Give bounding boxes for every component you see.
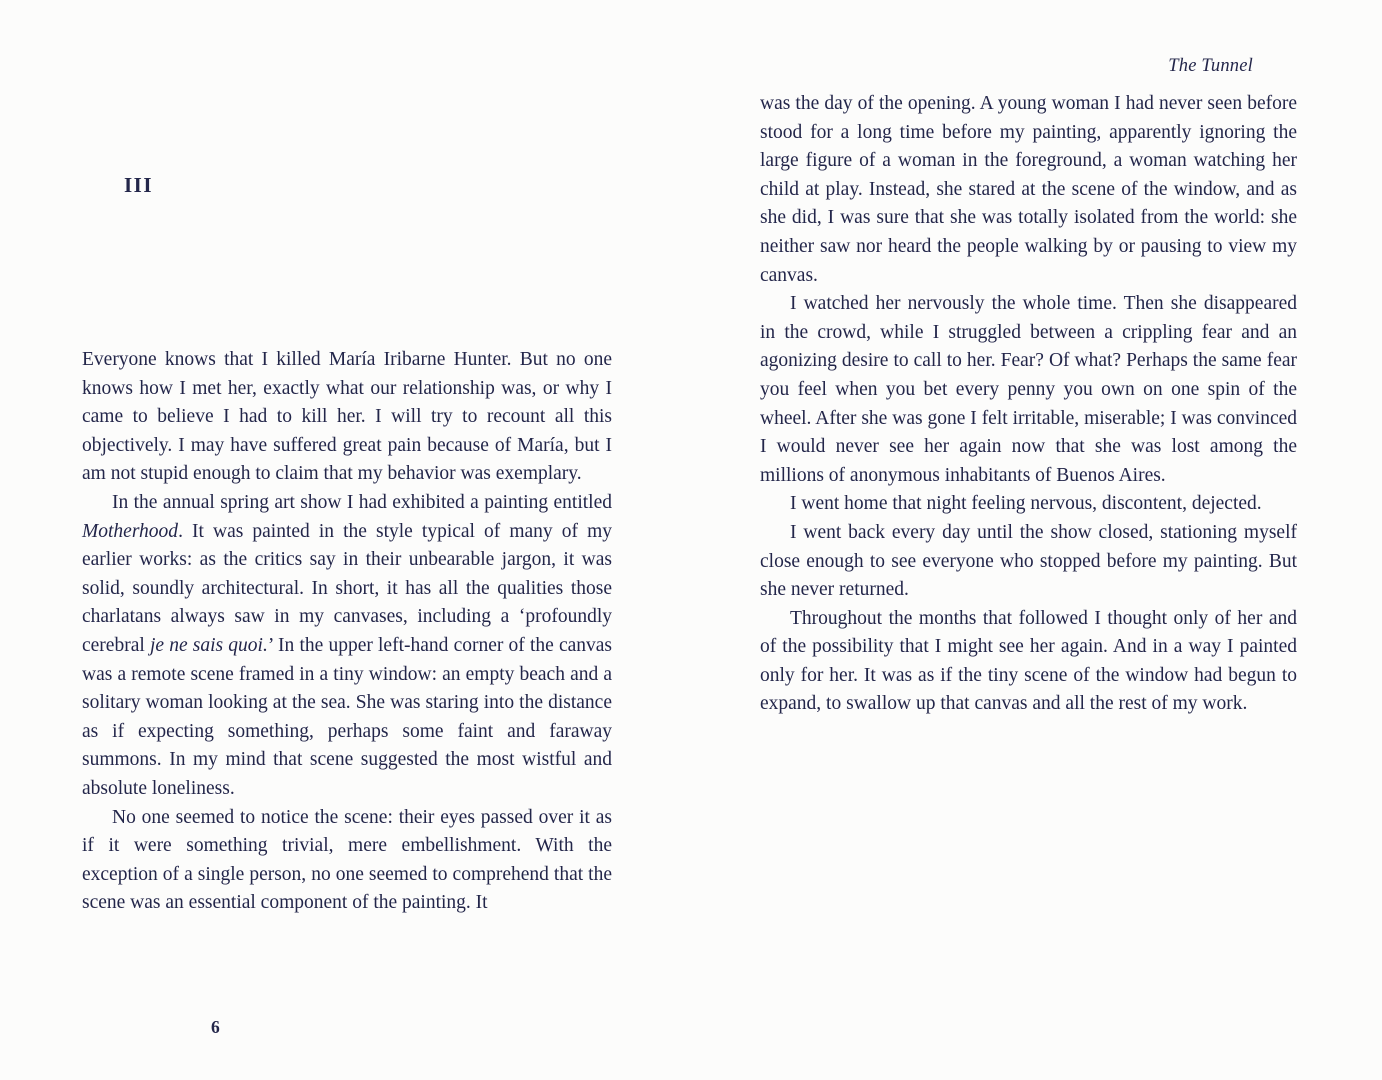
chapter-heading: III bbox=[124, 173, 154, 197]
paragraph: I went back every day until the show closed, stationing myself close enough to see everyone who stopped before my painting. But she never returned. bbox=[760, 521, 1297, 601]
left-page-body bbox=[82, 346, 612, 918]
right-page-body bbox=[760, 90, 1297, 719]
paragraph bbox=[82, 489, 612, 804]
paragraph: No one seemed to notice the scene: their eyes passed over it as if it were something trivial, mere embellishment. With the exception of a single person, no one seemed to comprehend that the scene was an essential component of the painting. It bbox=[82, 806, 612, 914]
page-number: 6 bbox=[211, 1017, 220, 1037]
paragraph: Everyone knows that I killed María Iribarne Hunter. But no one knows how I met her, exactly what our relationship was, or why I came to believe I had to kill her. I will try to recount all this objectively. I may have suffered great pain because of María, but I am not stupid enough to claim that my behavior was exemplary. bbox=[82, 349, 612, 485]
running-header: The Tunnel bbox=[1168, 56, 1253, 76]
text-segment: ’ In the upper left-hand corner of the canvas was a remote scene framed in a tiny window: an empty beach and a solitary woman looking at the sea. She was staring into the distance as if expecting something, perhaps some faint and faraway summons. In my mind that scene suggested the most wistful and absolute loneliness. bbox=[82, 634, 612, 799]
paragraph: Throughout the months that followed I thought only of her and of the possibility that I might see her again. And in a way I painted only for her. It was as if the tiny scene of the window had begun to expand, to swallow up that canvas and all the rest of my work. bbox=[760, 607, 1297, 715]
text-segment: . It was painted in the style typical of many of my earlier works: as the critics say in their unbearable jargon, it was solid, soundly architectural. In short, it has all the qualities those charlatans always saw in my canvases, including a ‘profoundly cerebral bbox=[82, 520, 612, 656]
paragraph: I went home that night feeling nervous, discontent, dejected. bbox=[790, 493, 1262, 515]
right-page bbox=[760, 0, 1297, 1080]
paragraph: I watched her nervously the whole time. Then she disappeared in the crowd, while I struggled between a crippling fear and an agonizing desire to call to her. Fear? Of what? Perhaps the same fear you feel when you bet every penny you own on one spin of the wheel. After she was gone I felt irritable, miserable; I was convinced I would never see her again now that she was lost among the millions of anonymous inhabitants of Buenos Aires. bbox=[760, 293, 1297, 486]
italic-text: je ne sais quoi. bbox=[149, 634, 268, 656]
text-segment: In the annual spring art show I had exhibited a painting entitled bbox=[112, 491, 612, 513]
paragraph: was the day of the opening. A young woman I had never seen before stood for a long time before my painting, apparently ignoring the large figure of a woman in the foreground, a woman watching her child at play. Instead, she stared at the scene of the window, and as she did, I was sure that she was totally isolated from the world: she neither saw nor heard the people walking by or pausing to view my canvas. bbox=[760, 93, 1297, 286]
left-page bbox=[82, 0, 612, 1080]
italic-text: Motherhood bbox=[82, 520, 179, 542]
